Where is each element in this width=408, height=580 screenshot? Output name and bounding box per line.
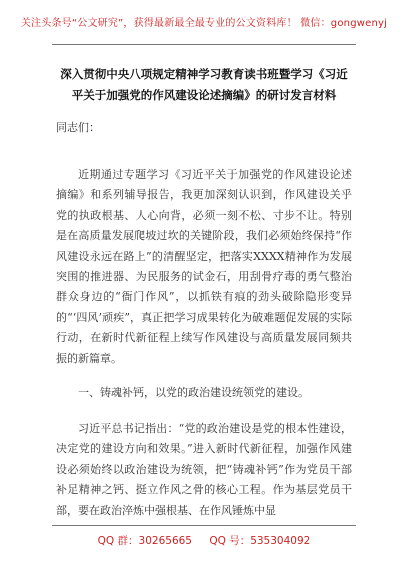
section-heading: 一、铸魂补钙，以党的政治建设统领党的建设。 (78, 386, 309, 400)
footer-qq: QQ 号：535304092 (209, 535, 311, 547)
document-body (56, 118, 352, 533)
greeting: 同志们： (56, 121, 100, 134)
section-paragraph: 习近平总书记指出：“党的政治建设是党的根本性建设，决定党的建设方向和效果。”进入新时代新征程，加强作风建设必须始终以政治建设为统领，把“铸魂补钙”作为党员干部补足精神之钙、挺立作风之骨的核心工程。作为基层党员干部，要在政治淬炼中强根基、在作风锤炼中显 (56, 422, 352, 517)
footer-divider (52, 525, 356, 526)
header-divider (52, 44, 356, 45)
title-line-2: 平关于加强党的作风建设论述摘编》的研讨发言材料 (71, 88, 337, 102)
document-title (56, 64, 352, 106)
footer-qq-group: QQ 群：30265665 (97, 535, 192, 547)
header-banner: 关注头条号“公文研究”，获得最新最全最专业的公文资料库！ 微信：gongwenyj (20, 18, 388, 29)
paragraph: 近期通过专题学习《习近平关于加强党的作风建设论述摘编》和系列辅导报告，我更加深刻认识到，作风建设关乎党的执政根基、人心向背，必须一刻不松、寸步不让。特别是在高质量发展爬坡过坎的关键阶段，我们必须始终保持“作风建设永远在路上”的清醒坚定，把落实XXXX精神作为发展突围的推进器、为民服务的试金石，用刮骨疗毒的勇气整治群众身边的“衙门作风”，以抓铁有痕的劲头破除隐形变异的“‘四风’顽疾”，真正把学习成果转化为破难题促发展的实际行动，在新时代新征程上续写作风建设与高质量发展同频共振的新篇章。 (56, 168, 352, 365)
footer (0, 533, 408, 548)
title-line-1: 深入贯彻中央八项规定精神学习教育读书班暨学习《习近 (60, 67, 348, 81)
